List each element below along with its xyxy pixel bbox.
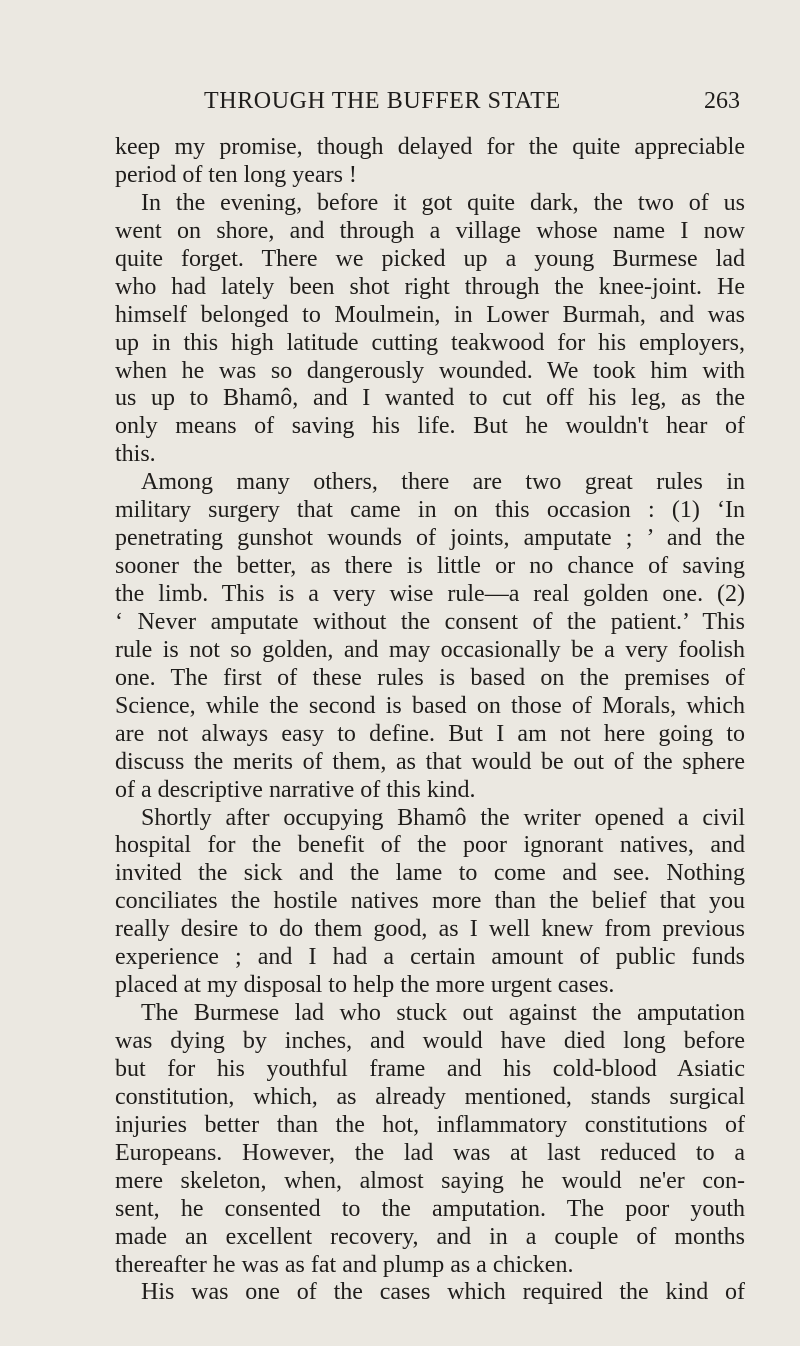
text-line: penetrating gunshot wounds of joints, amputate ; ’ and the	[115, 525, 745, 552]
running-head: THROUGH THE BUFFER STATE	[204, 88, 561, 114]
text-line: The Burmese lad who stuck out against the amputation	[141, 1000, 745, 1027]
text-line: up in this high latitude cutting teakwood for his employers,	[115, 329, 745, 356]
text-line: Science, while the second is based on those of Morals, which	[115, 692, 745, 719]
text-line: quite forget. There we picked up a young Burmese lad	[115, 245, 745, 272]
text-line: who had lately been shot right through the knee-joint. He	[115, 273, 745, 300]
text-line: the limb. This is a very wise rule—a real golden one. (2)	[115, 581, 745, 607]
text-line: Europeans. However, the lad was at last reduced to a	[115, 1139, 745, 1166]
text-line: this.	[115, 441, 156, 468]
text-line: constitution, which, as already mentioned, stands surgical	[115, 1083, 745, 1110]
text-line: one. The first of these rules is based on the premises of	[115, 664, 745, 691]
text-line: of a descriptive narrative of this kind.	[115, 776, 476, 803]
text-line: hospital for the benefit of the poor ignorant natives, and	[115, 832, 745, 859]
text-line: conciliates the hostile natives more than the belief that you	[115, 888, 745, 915]
text-line: invited the sick and the lame to come and see. Nothing	[115, 860, 745, 887]
text-line: made an excellent recovery, and in a couple of months	[115, 1223, 745, 1250]
text-line: In the evening, before it got quite dark, the two of us	[141, 189, 745, 216]
text-line: went on shore, and through a village whose name I now	[115, 217, 745, 244]
text-line: Shortly after occupying Bhamô the writer opened a civil	[141, 804, 745, 831]
text-line: ‘ Never amputate without the consent of the patient.’ This	[115, 608, 745, 635]
text-line: us up to Bhamô, and I wanted to cut off his leg, as the	[115, 385, 745, 412]
text-line: discuss the merits of them, as that would be out of the sphere	[115, 748, 745, 775]
text-line: experience ; and I had a certain amount of public funds	[115, 944, 745, 971]
text-line: when he was so dangerously wounded. We took him with	[115, 357, 745, 384]
text-line: himself belonged to Moulmein, in Lower Burmah, and was	[115, 301, 745, 328]
text-line: only means of saving his life. But he wouldn't hear of	[115, 413, 745, 440]
text-line: rule is not so golden, and may occasionally be a very foolish	[115, 636, 745, 663]
text-line: keep my promise, though delayed for the quite appreciable	[115, 134, 745, 160]
text-line: injuries better than the hot, inflammatory constitutions of	[115, 1111, 745, 1138]
body-text	[115, 134, 745, 1307]
text-line: period of ten long years !	[115, 161, 357, 188]
page-number: 263	[704, 88, 740, 114]
text-line: sent, he consented to the amputation. The poor youth	[115, 1195, 745, 1222]
text-line: military surgery that came in on this occasion : (1) ‘In	[115, 497, 745, 524]
text-line: are not always easy to define. But I am not here going to	[115, 720, 745, 747]
text-line: thereafter he was as fat and plump as a chicken.	[115, 1251, 574, 1278]
text-line: sooner the better, as there is little or no chance of saving	[115, 553, 745, 580]
text-line: but for his youthful frame and his cold-blood Asiatic	[115, 1055, 745, 1082]
text-line: placed at my disposal to help the more urgent cases.	[115, 972, 615, 999]
text-line: was dying by inches, and would have died long before	[115, 1028, 745, 1054]
text-line: really desire to do them good, as I well knew from previous	[115, 916, 745, 943]
page-header	[120, 88, 740, 120]
text-line: His was one of the cases which required the kind of	[141, 1279, 745, 1306]
text-line: mere skeleton, when, almost saying he would ne'er con-	[115, 1167, 745, 1194]
text-line: Among many others, there are two great rules in	[141, 469, 745, 496]
